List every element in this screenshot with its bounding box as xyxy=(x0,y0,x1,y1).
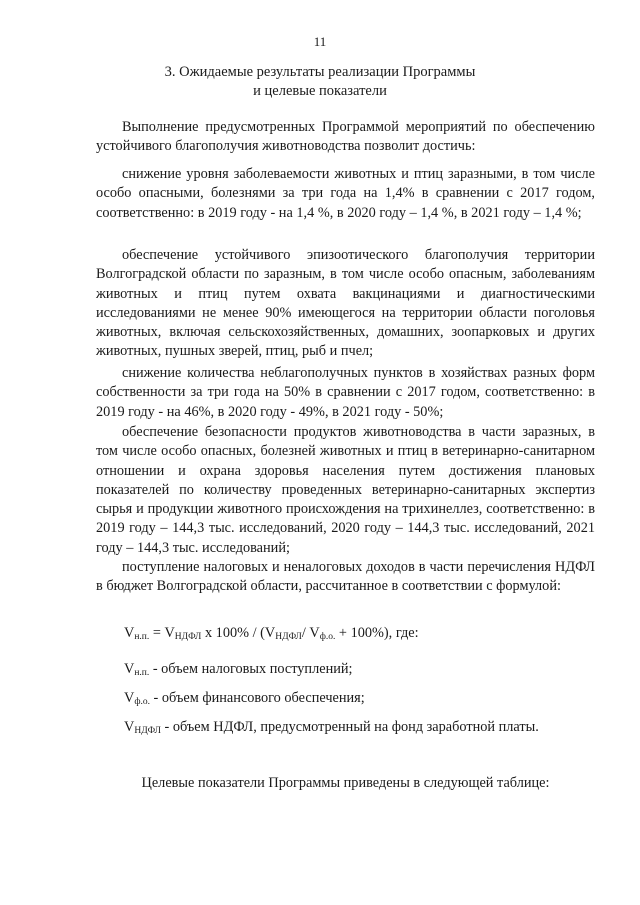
result-item-tax-revenue: поступление налоговых и неналоговых доходов в части перечисления НДФЛ в бюджет Волгоградской области, рассчитанное в соответствии с формулой: xyxy=(96,559,595,595)
section-heading-line2: и целевые показатели xyxy=(253,83,387,99)
result-item-morbidity: снижение уровня заболеваемости животных и птиц заразными, в том числе особо опасными, болезнями за три года на 1,4% в сравнении с 2017 годом, соответственно: в 2019 году - на 1,4 %, в 2020 году – 1,4 %, в 2021 году – 1,4 %; xyxy=(96,166,595,221)
definition-financing: $V_{ф.о.}$ - объем финансового обеспечения; xyxy=(124,690,365,707)
ndfl-formula: $V_{н.п.} = V_{НДФЛ}$ x $100\% / (V_{НДФЛ}/$ $V_{ф.о.} + 100\%$), где: xyxy=(124,625,419,642)
section-heading-line1: 3. Ожидаемые результаты реализации Программы xyxy=(164,64,476,80)
result-item-outbreaks: снижение количества неблагополучных пунктов в хозяйствах разных форм собственности за три года на 50% в сравнении с 2017 годом, соответственно: в 2019 году - на 46%, в 2020 году - 49%, в 2021 году - 50%; xyxy=(96,365,595,420)
definition-ndfl: $V_{НДФЛ}$ - объем НДФЛ, предусмотренный на фонд заработной платы. xyxy=(124,719,539,736)
intro-paragraph: Выполнение предусмотренных Программой мероприятий по обеспечению устойчивого благополучия животноводства позволит достичь: xyxy=(96,119,595,155)
closing-sentence: Целевые показатели Программы приведены в следующей таблице: xyxy=(141,775,550,791)
result-item-epizootic: обеспечение устойчивого эпизоотического благополучия территории Волгоградской области по заразным, в том числе особо опасным, заболеваниям животных и птиц путем охвата вакцинациями и диагностическими исследованиями не менее 90% имеющегося на территории области поголовья животных, включая сельскохозяйственных, домашних, зоопарковых и других животных, пушных зверей, птиц, рыб и пчел; xyxy=(96,247,595,360)
page-number: 11 xyxy=(313,34,327,49)
result-item-food-safety: обеспечение безопасности продуктов животноводства в части заразных, в том числе особо опасных, болезней животных и птиц в ветеринарно-санитарном отношении и охрана здоровья населения путем достижения плановых показателей по количеству проведенных ветеринарно-санитарных экспертиз сырья и продукции животного происхождения на трихинеллез, соответственно: в 2019 году – 144,3 тыс. исследований, 2020 году – 144,3 тыс. исследований, 2021 году – 144,3 тыс. исследований; xyxy=(96,424,595,556)
definition-tax-revenue: $V_{н.п.}$ - объем налоговых поступлений; xyxy=(124,661,353,678)
